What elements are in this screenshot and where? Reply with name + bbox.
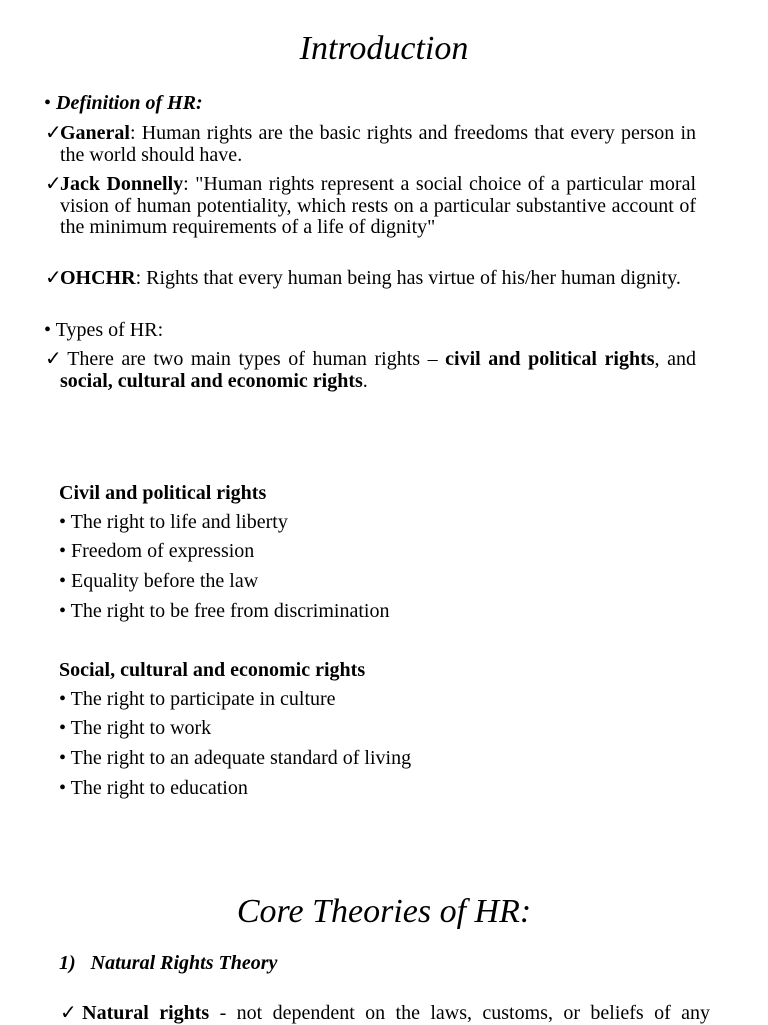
list-item-text: The right to an adequate standard of living bbox=[70, 747, 412, 769]
ohchr-text: : Rights that every human being has virtue of his/her human dignity. bbox=[135, 267, 681, 289]
civil-heading: Civil and political rights bbox=[59, 482, 267, 504]
natural-rights-theory-heading: 1) Natural Rights Theory bbox=[59, 952, 278, 974]
list-item-text: The right to be free from discrimination bbox=[70, 600, 390, 622]
core-theories-title: Core Theories of HR: bbox=[236, 893, 532, 930]
types-text-1: There are two main types of human rights – bbox=[60, 348, 446, 370]
types-bullet bbox=[44, 320, 163, 342]
check-mark-icon: ✓ bbox=[60, 1002, 83, 1024]
list-item-text: The right to participate in culture bbox=[70, 688, 336, 710]
list-item bbox=[59, 539, 254, 563]
list-item-text: Equality before the law bbox=[71, 570, 259, 592]
list-item-text: The right to education bbox=[70, 777, 248, 799]
types-text-3: . bbox=[362, 369, 368, 392]
general-text: : Human rights are the basic rights and freedoms that every person in the world should have. bbox=[60, 122, 696, 166]
check-mark-icon: ✓ bbox=[45, 173, 62, 195]
natural-rights-text: - not dependent on the laws, customs, or beliefs of any bbox=[209, 1002, 710, 1024]
list-item bbox=[59, 746, 411, 770]
bullet-symbol: • bbox=[59, 570, 67, 592]
bullet-symbol: • bbox=[59, 600, 67, 622]
list-item bbox=[59, 687, 336, 711]
donnelly-text: : "Human rights represent a social choice of a particular moral vision of human potentiality, which rests on a particular substantive account of the minimum requirements of a life of dignity" bbox=[60, 173, 696, 238]
donnelly-definition bbox=[45, 173, 696, 239]
list-item-text: The right to work bbox=[70, 717, 212, 739]
bullet-symbol: • bbox=[59, 688, 67, 710]
list-item bbox=[59, 776, 248, 800]
donnelly-name: Jack Donnelly bbox=[60, 173, 184, 195]
ohchr-definition bbox=[45, 267, 696, 290]
natural-rights-paragraph bbox=[60, 1003, 710, 1025]
bullet-symbol: • bbox=[59, 511, 67, 533]
general-name: Ganeral bbox=[60, 122, 130, 144]
list-item bbox=[59, 510, 288, 534]
bullet-symbol: • bbox=[59, 717, 67, 739]
natural-rights-name: Natural rights bbox=[82, 1002, 210, 1024]
page-title: Introduction bbox=[299, 30, 469, 67]
list-item bbox=[59, 716, 211, 740]
general-definition bbox=[45, 122, 696, 166]
definition-label: Definition of HR: bbox=[56, 92, 203, 114]
types-text-2: , and bbox=[654, 348, 696, 370]
ohchr-name: OHCHR bbox=[60, 267, 136, 289]
check-mark-icon: ✓ bbox=[45, 267, 62, 289]
types-description bbox=[45, 348, 696, 392]
list-item bbox=[59, 569, 258, 593]
list-item-text: Freedom of expression bbox=[71, 540, 255, 562]
bullet-symbol: • bbox=[59, 777, 67, 799]
list-item bbox=[59, 599, 389, 623]
bullet-symbol: • bbox=[59, 540, 67, 562]
bullet-symbol: • bbox=[44, 92, 52, 114]
bullet-symbol: • bbox=[59, 747, 67, 769]
types-bold-1: civil and political rights bbox=[445, 348, 655, 370]
definition-bullet bbox=[44, 93, 203, 115]
list-item-text: The right to life and liberty bbox=[70, 511, 288, 533]
social-heading: Social, cultural and economic rights bbox=[59, 659, 366, 681]
types-bold-2: social, cultural and economic rights bbox=[60, 369, 363, 392]
check-mark-icon: ✓ bbox=[45, 348, 62, 370]
types-label: Types of HR: bbox=[55, 319, 164, 341]
check-mark-icon: ✓ bbox=[45, 122, 62, 144]
bullet-symbol: • bbox=[44, 319, 52, 341]
